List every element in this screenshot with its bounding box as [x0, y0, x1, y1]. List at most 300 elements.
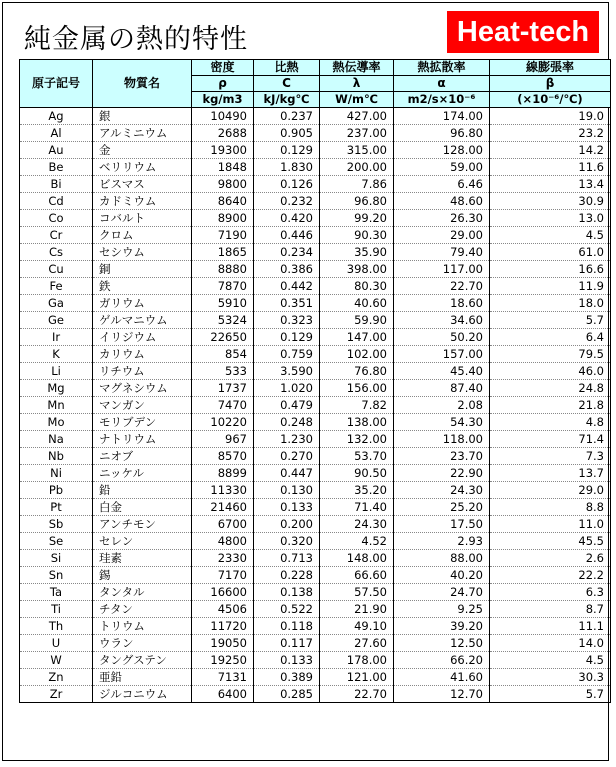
density-cell: 21460 [192, 499, 254, 516]
diffusivity-cell: 17.50 [394, 516, 490, 533]
expansion-cell: 4.8 [490, 414, 611, 431]
specific-heat-cell: 0.320 [254, 533, 320, 550]
table-row [20, 567, 611, 584]
diffusivity-cell: 12.50 [394, 635, 490, 652]
specific-heat-cell: 0.759 [254, 346, 320, 363]
diffusivity-cell: 117.00 [394, 261, 490, 278]
expansion-cell: 6.4 [490, 329, 611, 346]
conductivity-cell: 35.90 [320, 244, 394, 261]
density-cell: 9800 [192, 176, 254, 193]
diffusivity-cell: 2.08 [394, 397, 490, 414]
name-cell: 銅 [93, 261, 192, 278]
conductivity-cell: 90.50 [320, 465, 394, 482]
diffusivity-cell: 88.00 [394, 550, 490, 567]
table-row [20, 618, 611, 635]
symbol-cell: Cd [20, 193, 93, 210]
name-cell: タンタル [93, 584, 192, 601]
conductivity-cell: 35.20 [320, 482, 394, 499]
conductivity-cell: 4.52 [320, 533, 394, 550]
specific-heat-cell: 0.200 [254, 516, 320, 533]
density-cell: 19250 [192, 652, 254, 669]
specific-heat-cell: 1.230 [254, 431, 320, 448]
expansion-cell: 11.1 [490, 618, 611, 635]
specific-heat-cell: 1.830 [254, 159, 320, 176]
specific-heat-cell: 0.713 [254, 550, 320, 567]
density-cell: 8900 [192, 210, 254, 227]
symbol-cell: Se [20, 533, 93, 550]
name-cell: ベリリウム [93, 159, 192, 176]
diffusivity-cell: 22.90 [394, 465, 490, 482]
expansion-cell: 21.8 [490, 397, 611, 414]
table-row [20, 533, 611, 550]
table-row [20, 261, 611, 278]
diffusivity-cell: 96.80 [394, 125, 490, 142]
symbol-cell: K [20, 346, 93, 363]
specific-heat-cell: 0.522 [254, 601, 320, 618]
expansion-cell: 22.2 [490, 567, 611, 584]
table-row [20, 227, 611, 244]
expansion-cell: 4.5 [490, 652, 611, 669]
diffusivity-cell: 87.40 [394, 380, 490, 397]
header-name: 物質名 [93, 60, 192, 108]
symbol-cell: U [20, 635, 93, 652]
expansion-cell: 8.7 [490, 601, 611, 618]
table-row [20, 125, 611, 142]
conductivity-cell: 66.60 [320, 567, 394, 584]
symbol-cell: Th [20, 618, 93, 635]
diffusivity-cell: 12.70 [394, 686, 490, 703]
name-cell: イリジウム [93, 329, 192, 346]
diffusivity-cell: 118.00 [394, 431, 490, 448]
expansion-cell: 46.0 [490, 363, 611, 380]
density-cell: 7170 [192, 567, 254, 584]
density-cell: 8880 [192, 261, 254, 278]
specific-heat-cell: 0.232 [254, 193, 320, 210]
conductivity-cell: 49.10 [320, 618, 394, 635]
name-cell: アルミニウム [93, 125, 192, 142]
conductivity-cell: 237.00 [320, 125, 394, 142]
table-row [20, 244, 611, 261]
density-cell: 2330 [192, 550, 254, 567]
expansion-cell: 29.0 [490, 482, 611, 499]
table-body [20, 108, 611, 703]
specific-heat-cell: 0.323 [254, 312, 320, 329]
header-conductivity-symbol: λ [320, 76, 394, 92]
specific-heat-cell: 0.905 [254, 125, 320, 142]
specific-heat-cell: 0.237 [254, 108, 320, 125]
conductivity-cell: 156.00 [320, 380, 394, 397]
table-row [20, 584, 611, 601]
table-row [20, 465, 611, 482]
diffusivity-cell: 24.70 [394, 584, 490, 601]
table-header [20, 60, 611, 108]
table-row [20, 278, 611, 295]
name-cell: 鉄 [93, 278, 192, 295]
table-row [20, 635, 611, 652]
density-cell: 16600 [192, 584, 254, 601]
diffusivity-cell: 54.30 [394, 414, 490, 431]
name-cell: リチウム [93, 363, 192, 380]
header-expansion-unit: (×10⁻⁶/℃) [490, 92, 611, 108]
table-row [20, 329, 611, 346]
table-row [20, 142, 611, 159]
table-row [20, 414, 611, 431]
symbol-cell: Pb [20, 482, 93, 499]
density-cell: 7470 [192, 397, 254, 414]
name-cell: 鉛 [93, 482, 192, 499]
expansion-cell: 16.6 [490, 261, 611, 278]
name-cell: ジルコニウム [93, 686, 192, 703]
expansion-cell: 8.8 [490, 499, 611, 516]
conductivity-cell: 121.00 [320, 669, 394, 686]
conductivity-cell: 24.30 [320, 516, 394, 533]
density-cell: 1865 [192, 244, 254, 261]
conductivity-cell: 53.70 [320, 448, 394, 465]
diffusivity-cell: 23.70 [394, 448, 490, 465]
density-cell: 4506 [192, 601, 254, 618]
expansion-cell: 11.0 [490, 516, 611, 533]
density-cell: 10220 [192, 414, 254, 431]
symbol-cell: Sn [20, 567, 93, 584]
density-cell: 6700 [192, 516, 254, 533]
table-row [20, 516, 611, 533]
density-cell: 533 [192, 363, 254, 380]
name-cell: 白金 [93, 499, 192, 516]
symbol-cell: Ir [20, 329, 93, 346]
specific-heat-cell: 0.126 [254, 176, 320, 193]
symbol-cell: Au [20, 142, 93, 159]
table-row [20, 363, 611, 380]
name-cell: タングステン [93, 652, 192, 669]
expansion-cell: 19.0 [490, 108, 611, 125]
density-cell: 8899 [192, 465, 254, 482]
name-cell: チタン [93, 601, 192, 618]
header-specific-heat: 比熱 [254, 60, 320, 76]
expansion-cell: 13.4 [490, 176, 611, 193]
diffusivity-cell: 45.40 [394, 363, 490, 380]
expansion-cell: 5.7 [490, 312, 611, 329]
symbol-cell: Al [20, 125, 93, 142]
conductivity-cell: 99.20 [320, 210, 394, 227]
name-cell: ガリウム [93, 295, 192, 312]
conductivity-cell: 71.40 [320, 499, 394, 516]
specific-heat-cell: 0.129 [254, 329, 320, 346]
diffusivity-cell: 2.93 [394, 533, 490, 550]
diffusivity-cell: 79.40 [394, 244, 490, 261]
density-cell: 7870 [192, 278, 254, 295]
symbol-cell: Ag [20, 108, 93, 125]
conductivity-cell: 80.30 [320, 278, 394, 295]
name-cell: ビスマス [93, 176, 192, 193]
heat-tech-logo: Heat-tech [447, 11, 599, 53]
name-cell: ナトリウム [93, 431, 192, 448]
specific-heat-cell: 0.130 [254, 482, 320, 499]
specific-heat-cell: 0.442 [254, 278, 320, 295]
table-row [20, 482, 611, 499]
name-cell: マグネシウム [93, 380, 192, 397]
conductivity-cell: 59.90 [320, 312, 394, 329]
thermal-properties-table [19, 59, 611, 703]
expansion-cell: 30.3 [490, 669, 611, 686]
specific-heat-cell: 0.351 [254, 295, 320, 312]
density-cell: 1848 [192, 159, 254, 176]
specific-heat-cell: 0.133 [254, 499, 320, 516]
density-cell: 10490 [192, 108, 254, 125]
conductivity-cell: 7.86 [320, 176, 394, 193]
name-cell: 銀 [93, 108, 192, 125]
specific-heat-cell: 0.129 [254, 142, 320, 159]
expansion-cell: 11.9 [490, 278, 611, 295]
symbol-cell: Zn [20, 669, 93, 686]
specific-heat-cell: 0.133 [254, 652, 320, 669]
symbol-cell: Nb [20, 448, 93, 465]
conductivity-cell: 200.00 [320, 159, 394, 176]
symbol-cell: Ga [20, 295, 93, 312]
name-cell: ウラン [93, 635, 192, 652]
specific-heat-cell: 0.138 [254, 584, 320, 601]
specific-heat-cell: 0.447 [254, 465, 320, 482]
symbol-cell: W [20, 652, 93, 669]
table-row [20, 669, 611, 686]
specific-heat-cell: 0.479 [254, 397, 320, 414]
expansion-cell: 13.7 [490, 465, 611, 482]
specific-heat-cell: 1.020 [254, 380, 320, 397]
expansion-cell: 30.9 [490, 193, 611, 210]
density-cell: 2688 [192, 125, 254, 142]
specific-heat-cell: 0.234 [254, 244, 320, 261]
density-cell: 19300 [192, 142, 254, 159]
conductivity-cell: 40.60 [320, 295, 394, 312]
name-cell: ゲルマニウム [93, 312, 192, 329]
diffusivity-cell: 6.46 [394, 176, 490, 193]
expansion-cell: 11.6 [490, 159, 611, 176]
table-row [20, 312, 611, 329]
symbol-cell: Sb [20, 516, 93, 533]
header-diffusivity-unit: m2/s×10⁻⁶ [394, 92, 490, 108]
table-row [20, 176, 611, 193]
symbol-cell: Na [20, 431, 93, 448]
expansion-cell: 5.7 [490, 686, 611, 703]
expansion-cell: 14.2 [490, 142, 611, 159]
diffusivity-cell: 39.20 [394, 618, 490, 635]
conductivity-cell: 90.30 [320, 227, 394, 244]
expansion-cell: 61.0 [490, 244, 611, 261]
expansion-cell: 23.2 [490, 125, 611, 142]
symbol-cell: Cs [20, 244, 93, 261]
diffusivity-cell: 41.60 [394, 669, 490, 686]
header-density-unit: kg/m3 [192, 92, 254, 108]
symbol-cell: Fe [20, 278, 93, 295]
symbol-cell: Ni [20, 465, 93, 482]
symbol-cell: Co [20, 210, 93, 227]
diffusivity-cell: 24.30 [394, 482, 490, 499]
name-cell: アンチモン [93, 516, 192, 533]
header-symbol: 原子記号 [20, 60, 93, 108]
name-cell: セシウム [93, 244, 192, 261]
symbol-cell: Cr [20, 227, 93, 244]
diffusivity-cell: 128.00 [394, 142, 490, 159]
diffusivity-cell: 48.60 [394, 193, 490, 210]
header-density-symbol: ρ [192, 76, 254, 92]
diffusivity-cell: 66.20 [394, 652, 490, 669]
table-row [20, 295, 611, 312]
expansion-cell: 2.6 [490, 550, 611, 567]
expansion-cell: 7.3 [490, 448, 611, 465]
conductivity-cell: 147.00 [320, 329, 394, 346]
table-row [20, 380, 611, 397]
density-cell: 19050 [192, 635, 254, 652]
name-cell: セレン [93, 533, 192, 550]
symbol-cell: Bi [20, 176, 93, 193]
density-cell: 11330 [192, 482, 254, 499]
specific-heat-cell: 0.118 [254, 618, 320, 635]
density-cell: 967 [192, 431, 254, 448]
specific-heat-cell: 0.420 [254, 210, 320, 227]
name-cell: トリウム [93, 618, 192, 635]
name-cell: クロム [93, 227, 192, 244]
density-cell: 5910 [192, 295, 254, 312]
diffusivity-cell: 174.00 [394, 108, 490, 125]
name-cell: カドミウム [93, 193, 192, 210]
specific-heat-cell: 0.270 [254, 448, 320, 465]
diffusivity-cell: 9.25 [394, 601, 490, 618]
symbol-cell: Li [20, 363, 93, 380]
specific-heat-cell: 0.285 [254, 686, 320, 703]
symbol-cell: Ta [20, 584, 93, 601]
expansion-cell: 71.4 [490, 431, 611, 448]
diffusivity-cell: 26.30 [394, 210, 490, 227]
name-cell: 珪素 [93, 550, 192, 567]
specific-heat-cell: 0.386 [254, 261, 320, 278]
density-cell: 4800 [192, 533, 254, 550]
conductivity-cell: 398.00 [320, 261, 394, 278]
diffusivity-cell: 25.20 [394, 499, 490, 516]
table-row [20, 193, 611, 210]
symbol-cell: Ge [20, 312, 93, 329]
name-cell: 亜鉛 [93, 669, 192, 686]
table-row [20, 210, 611, 227]
table-row [20, 550, 611, 567]
symbol-cell: Mn [20, 397, 93, 414]
expansion-cell: 24.8 [490, 380, 611, 397]
header-diffusivity: 熱拡散率 [394, 60, 490, 76]
conductivity-cell: 76.80 [320, 363, 394, 380]
name-cell: マンガン [93, 397, 192, 414]
specific-heat-cell: 0.389 [254, 669, 320, 686]
density-cell: 7131 [192, 669, 254, 686]
symbol-cell: Ti [20, 601, 93, 618]
name-cell: ニッケル [93, 465, 192, 482]
name-cell: コバルト [93, 210, 192, 227]
expansion-cell: 79.5 [490, 346, 611, 363]
conductivity-cell: 22.70 [320, 686, 394, 703]
symbol-cell: Mo [20, 414, 93, 431]
table-row [20, 431, 611, 448]
table-row [20, 346, 611, 363]
header-specific-heat-unit: kJ/kg℃ [254, 92, 320, 108]
name-cell: ニオブ [93, 448, 192, 465]
expansion-cell: 45.5 [490, 533, 611, 550]
conductivity-cell: 96.80 [320, 193, 394, 210]
density-cell: 22650 [192, 329, 254, 346]
symbol-cell: Cu [20, 261, 93, 278]
header-density: 密度 [192, 60, 254, 76]
name-cell: モリブデン [93, 414, 192, 431]
table-row [20, 652, 611, 669]
conductivity-cell: 315.00 [320, 142, 394, 159]
symbol-cell: Zr [20, 686, 93, 703]
conductivity-cell: 427.00 [320, 108, 394, 125]
expansion-cell: 13.0 [490, 210, 611, 227]
table-row [20, 397, 611, 414]
header-diffusivity-symbol: α [394, 76, 490, 92]
header-expansion-symbol: β [490, 76, 611, 92]
table-row [20, 448, 611, 465]
table-row [20, 159, 611, 176]
name-cell: 錫 [93, 567, 192, 584]
density-cell: 1737 [192, 380, 254, 397]
density-cell: 11720 [192, 618, 254, 635]
conductivity-cell: 132.00 [320, 431, 394, 448]
symbol-cell: Pt [20, 499, 93, 516]
conductivity-cell: 57.50 [320, 584, 394, 601]
diffusivity-cell: 59.00 [394, 159, 490, 176]
table-row [20, 499, 611, 516]
specific-heat-cell: 0.228 [254, 567, 320, 584]
conductivity-cell: 7.82 [320, 397, 394, 414]
header-expansion: 線膨張率 [490, 60, 611, 76]
diffusivity-cell: 34.60 [394, 312, 490, 329]
expansion-cell: 6.3 [490, 584, 611, 601]
diffusivity-cell: 157.00 [394, 346, 490, 363]
conductivity-cell: 178.00 [320, 652, 394, 669]
header-conductivity-unit: W/m℃ [320, 92, 394, 108]
density-cell: 854 [192, 346, 254, 363]
expansion-cell: 18.0 [490, 295, 611, 312]
specific-heat-cell: 0.446 [254, 227, 320, 244]
table-row [20, 601, 611, 618]
conductivity-cell: 138.00 [320, 414, 394, 431]
diffusivity-cell: 50.20 [394, 329, 490, 346]
conductivity-cell: 102.00 [320, 346, 394, 363]
density-cell: 7190 [192, 227, 254, 244]
specific-heat-cell: 0.248 [254, 414, 320, 431]
expansion-cell: 14.0 [490, 635, 611, 652]
header-conductivity: 熱伝導率 [320, 60, 394, 76]
header-specific-heat-symbol: C [254, 76, 320, 92]
table-row [20, 108, 611, 125]
name-cell: 金 [93, 142, 192, 159]
symbol-cell: Mg [20, 380, 93, 397]
conductivity-cell: 148.00 [320, 550, 394, 567]
specific-heat-cell: 0.117 [254, 635, 320, 652]
symbol-cell: Be [20, 159, 93, 176]
expansion-cell: 4.5 [490, 227, 611, 244]
density-cell: 8570 [192, 448, 254, 465]
density-cell: 8640 [192, 193, 254, 210]
symbol-cell: Si [20, 550, 93, 567]
specific-heat-cell: 3.590 [254, 363, 320, 380]
table-row [20, 686, 611, 703]
name-cell: カリウム [93, 346, 192, 363]
diffusivity-cell: 18.60 [394, 295, 490, 312]
diffusivity-cell: 40.20 [394, 567, 490, 584]
density-cell: 5324 [192, 312, 254, 329]
diffusivity-cell: 29.00 [394, 227, 490, 244]
conductivity-cell: 21.90 [320, 601, 394, 618]
conductivity-cell: 27.60 [320, 635, 394, 652]
page-title: 純金属の熱的特性 [24, 24, 248, 55]
